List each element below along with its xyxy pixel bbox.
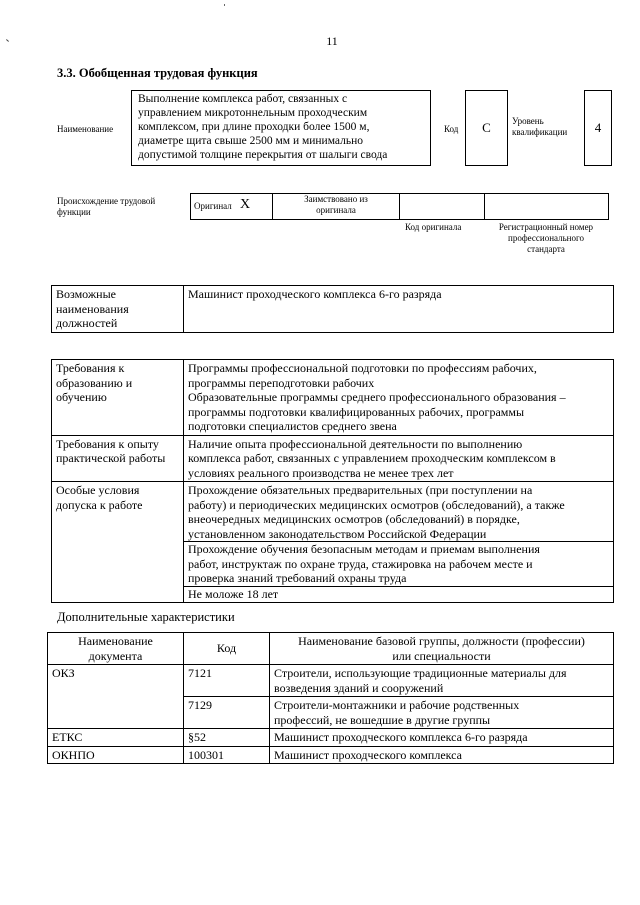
origin-label bbox=[57, 196, 155, 218]
origin-label-line: функции bbox=[57, 207, 91, 217]
header-base-line: Наименование базовой группы, должности (профессии) bbox=[298, 634, 585, 648]
okz-code: 7129 bbox=[184, 697, 270, 729]
original-mark: X bbox=[240, 197, 251, 212]
age-requirement: Не моложе 18 лет bbox=[184, 586, 613, 602]
okz-name bbox=[270, 665, 614, 697]
education-label-line: образованию и bbox=[56, 375, 133, 390]
function-name-line: управлением микротоннельным проходческим bbox=[138, 107, 368, 119]
special-conditions-label bbox=[52, 482, 184, 603]
okz-doc: ОКЗ bbox=[48, 665, 184, 729]
reg-number-label-line: Регистрационный номер bbox=[498, 222, 594, 232]
special-line: внеочередных медицинских осмотров (обследований) в порядке, bbox=[188, 512, 520, 526]
reg-number-label-line: профессионального bbox=[508, 233, 584, 243]
special-line: установленном законодательством Российской Федерации bbox=[188, 526, 487, 541]
etks-code: §52 bbox=[184, 729, 270, 747]
level-label-line: Уровень bbox=[512, 116, 544, 126]
header-base bbox=[270, 633, 614, 665]
header-doc bbox=[48, 633, 184, 665]
okpdtr-name: Машинист проходческого комплекса bbox=[270, 746, 614, 764]
positions-value: Машинист проходческого комплекса 6-го разряда bbox=[184, 286, 614, 333]
experience-line: комплекса работ, связанных с управлением проходческим комплексом в bbox=[188, 451, 556, 465]
education-value bbox=[184, 360, 614, 436]
code-original-label: Код оригинала bbox=[405, 222, 462, 232]
original-label: Оригинал bbox=[194, 201, 232, 211]
education-line: Программы профессиональной подготовки по профессиям рабочих, bbox=[188, 361, 537, 375]
experience-value bbox=[184, 435, 614, 482]
special-line: работу) и периодических медицинских осмотров (обследований), а также bbox=[188, 497, 565, 512]
okpdtr-doc: ОКНПО bbox=[48, 746, 184, 764]
function-name-line: допустимой толщине перекрытия от шалыги свода bbox=[138, 149, 388, 161]
borrowed-label bbox=[273, 194, 399, 216]
experience-line: условиях реального производства не менее трех лет bbox=[188, 465, 454, 480]
section-title: 3.3. Обобщенная трудовая функция bbox=[57, 66, 258, 80]
education-line: программы подготовки квалифицированных рабочих, программы bbox=[188, 404, 525, 419]
medical-check bbox=[188, 483, 609, 541]
header-doc-line: Наименование bbox=[78, 634, 153, 648]
special-line: Прохождение обязательных предварительных (при поступлении на bbox=[188, 483, 533, 497]
special-label-line: допуска к работе bbox=[56, 497, 143, 512]
etks-doc: ЕТКС bbox=[48, 729, 184, 747]
positions-label-line: наименования bbox=[56, 301, 129, 316]
origin-label-line: Происхождение трудовой bbox=[57, 196, 156, 206]
function-name-line: Выполнение комплекса работ, связанных с bbox=[138, 93, 348, 105]
okz-name-line: Строители, использующие традиционные материалы для bbox=[274, 666, 567, 680]
education-line: подготовки специалистов среднего звена bbox=[188, 419, 397, 433]
okz-name bbox=[270, 697, 614, 729]
experience-label bbox=[52, 435, 184, 482]
okz-name-line: Строители-монтажники и рабочие родственных bbox=[274, 698, 520, 712]
safety-training bbox=[184, 541, 613, 586]
header-base-line: или специальности bbox=[392, 648, 491, 663]
borrowed-label-line: оригинала bbox=[316, 205, 356, 215]
borrowed-label-line: Заимствовано из bbox=[304, 194, 368, 204]
education-line: Образовательные программы среднего профессионального образования – bbox=[188, 390, 566, 404]
level-label-line: квалификации bbox=[512, 127, 568, 137]
education-label-line: обучению bbox=[56, 390, 107, 404]
education-label bbox=[52, 360, 184, 436]
okz-name-line: возведения зданий и сооружений bbox=[274, 680, 444, 695]
education-label-line: Требования к bbox=[56, 361, 125, 375]
code-label: Код bbox=[444, 124, 459, 134]
page-number: 11 bbox=[326, 34, 338, 48]
positions-table bbox=[51, 285, 614, 333]
special-line: проверка знаний требований охраны труда bbox=[188, 571, 407, 585]
positions-label-line: должностей bbox=[56, 316, 118, 330]
positions-label bbox=[52, 286, 184, 333]
function-name-line: диаметре щита свыше 2500 мм и минимально bbox=[138, 135, 364, 147]
function-name-line: комплексом, при длине проходки более 1500 м, bbox=[138, 121, 370, 133]
positions-label-line: Возможные bbox=[56, 287, 116, 301]
level-value: 4 bbox=[584, 90, 612, 166]
header-code: Код bbox=[184, 633, 270, 665]
requirements-table bbox=[51, 359, 614, 603]
education-line: программы переподготовки рабочих bbox=[188, 375, 375, 390]
okz-code: 7121 bbox=[184, 665, 270, 697]
origin-divider bbox=[484, 193, 485, 220]
experience-label-line: Требования к опыту bbox=[56, 436, 159, 451]
additional-title: Дополнительные характеристики bbox=[57, 610, 235, 624]
origin-divider bbox=[399, 193, 400, 220]
reg-number-label bbox=[484, 222, 608, 255]
okpdtr-code: 100301 bbox=[184, 746, 270, 764]
function-name-box bbox=[131, 90, 431, 166]
special-conditions-value bbox=[184, 482, 614, 603]
additional-table bbox=[47, 632, 614, 764]
experience-line: Наличие опыта профессиональной деятельности по выполнению bbox=[188, 436, 523, 451]
reg-number-label-line: стандарта bbox=[527, 244, 565, 254]
special-label-line: Особые условия bbox=[56, 483, 140, 497]
special-line: Прохождение обучения безопасным методам и приемам выполнения bbox=[188, 542, 540, 556]
scan-mark bbox=[6, 39, 9, 42]
name-label: Наименование bbox=[57, 124, 114, 134]
special-line: работ, инструктаж по охране труда, стажировка на рабочем месте и bbox=[188, 556, 533, 571]
etks-name: Машинист проходческого комплекса 6-го разряда bbox=[270, 729, 614, 747]
okz-name-line: профессий, не вошедшие в другие группы bbox=[274, 712, 491, 727]
header-doc-line: документа bbox=[88, 648, 143, 663]
level-label bbox=[512, 116, 567, 138]
experience-label-line: практической работы bbox=[56, 451, 166, 465]
code-value: C bbox=[465, 90, 508, 166]
scan-mark bbox=[224, 4, 225, 6]
